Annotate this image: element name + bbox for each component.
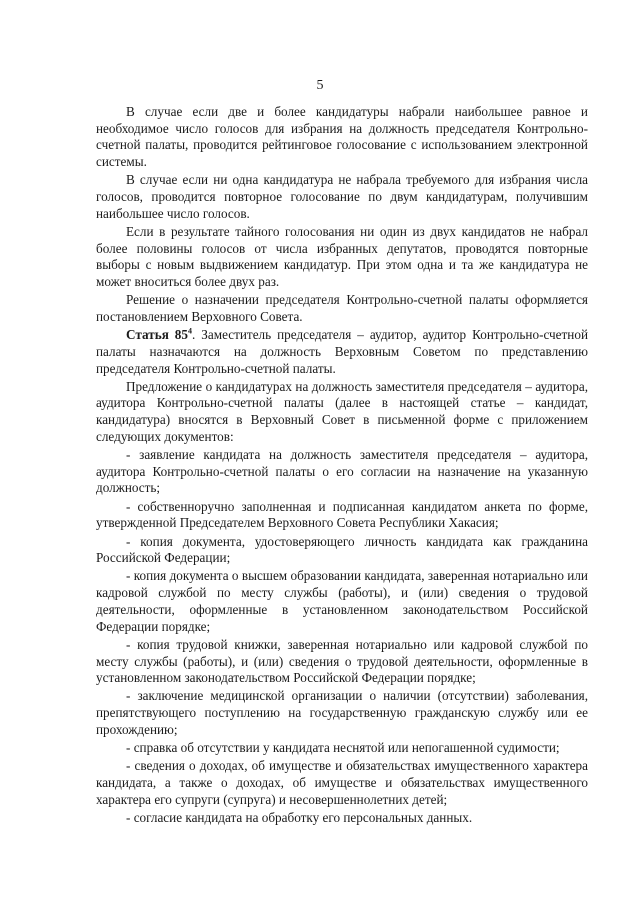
article-heading bbox=[126, 327, 192, 342]
article-paragraph bbox=[96, 327, 588, 377]
list-item: - заявление кандидата на должность заместителя председателя – аудитора, аудитора Контрольно-счетной палаты о его согласии на назначение на указанную должность; bbox=[96, 447, 588, 496]
paragraph-repeat-election: Если в результате тайного голосования ни один из двух кандидатов не набрал более половины голосов от числа избранных депутатов, проводятся повторные выборы с новым выдвижением кандидатур. При этом одна и та же кандидатура не может вноситься более двух раз. bbox=[96, 223, 588, 290]
article-text: . Заместитель председателя – аудитор, аудитор Контрольно-счетной палаты назначаются на должность Верховным Советом по представлению председателя Контрольно-счетной палаты. bbox=[96, 327, 589, 376]
list-item: - собственноручно заполненная и подписанная кандидатом анкета по форме, утвержденной Председателем Верховного Совета Республики Хакасия; bbox=[96, 498, 588, 531]
list-item: - копия документа, удостоверяющего личность кандидата как гражданина Российской Федерации; bbox=[96, 533, 588, 566]
article-label: Статья 85 bbox=[126, 327, 188, 343]
paragraph-decision: Решение о назначении председателя Контрольно-счетной палаты оформляется постановлением Верховного Совета. bbox=[96, 292, 588, 324]
list-item: - согласие кандидата на обработку его персональных данных. bbox=[126, 809, 473, 825]
list-item: - сведения о доходах, об имуществе и обязательствах имущественного характера кандидата, а также о доходах, об имуществе и обязательствах имущественного характера его супруги (супруга) и несовершеннолетних детей; bbox=[96, 758, 588, 807]
paragraph-rating-vote: В случае если две и более кандидатуры набрали наибольшее равное и необходимое число голосов для избрания на должность председателя Контрольно-счетной палаты, проводится рейтинговое голосование с использованием электронной системы. bbox=[96, 104, 588, 170]
paragraph-proposal: Предложение о кандидатурах на должность заместителя председателя – аудитора, аудитора Контрольно-счетной палаты (далее в настоящей статье – кандидат, кандидатура) вносятся в Верховный Совет в письменной форме с приложением следующих документов: bbox=[96, 378, 588, 444]
page-number: 5 bbox=[316, 78, 324, 93]
paragraph-repeat-vote: В случае если ни одна кандидатура не набрала требуемого для избрания числа голосов, проводится повторное голосование по двум кандидатурам, получившим наибольшее число голосов. bbox=[96, 172, 588, 221]
list-item: - справка об отсутствии у кандидата неснятой или непогашенной судимости; bbox=[126, 740, 560, 756]
document-body bbox=[96, 104, 588, 828]
list-item: - копия документа о высшем образовании кандидата, заверенная нотариально или кадровой службой по месту службы (работы), и (или) сведения о трудовой деятельности, оформленные в установленном законодательством Российской Федерации порядке; bbox=[96, 568, 588, 634]
article-superscript: 4 bbox=[188, 326, 192, 336]
list-item: - заключение медицинской организации о наличии (отсутствии) заболевания, препятствующего поступлению на государственную гражданскую службу или ее прохождению; bbox=[96, 688, 588, 737]
list-item: - копия трудовой книжки, заверенная нотариально или кадровой службой по месту службы (работы), и (или) сведения о трудовой деятельности, оформленные в установленном законодательством Российской Федерации порядке; bbox=[96, 636, 588, 686]
